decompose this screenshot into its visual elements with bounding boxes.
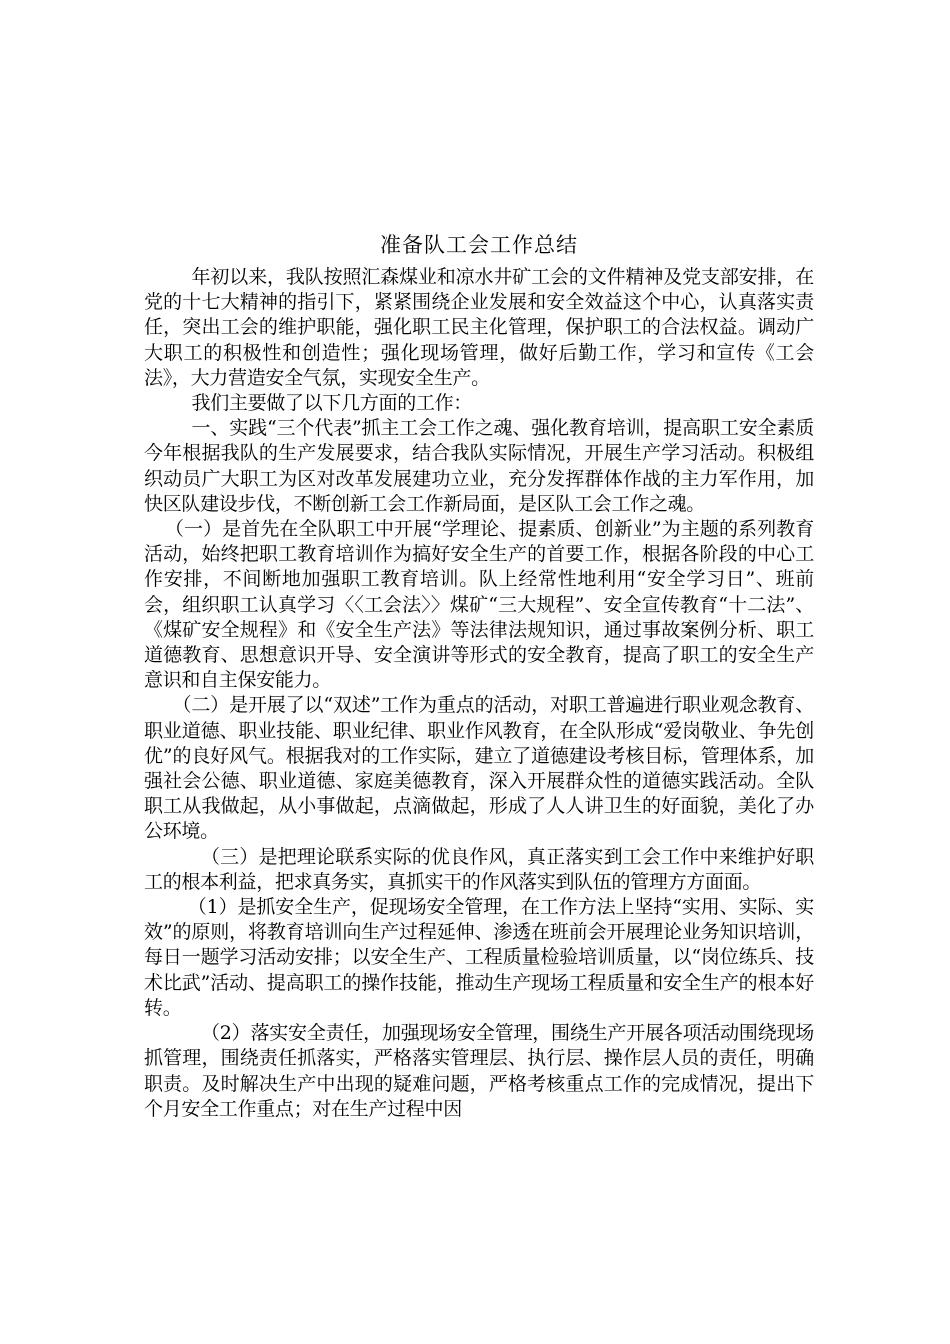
document-title: 准备队工会工作总结 — [380, 233, 578, 257]
paragraph-item-2: （二）是开展了以“双述”工作为重点的活动，对职工普遍进行职业观念教育、职业道德、职业技能、职业纪律、职业作风教育，在全队形成“爱岗敬业、争先创优”的良好风气。根据我对的工作实际，建立了道德建设考核目标，管理体系，加强社会公德、职业道德、家庭美德教育，深入开展群众性的道德实践活动。全队职工从我做起，从小事做起，点滴做起，形成了人人讲卫生的好面貌，美化了办公环境。 — [144, 694, 814, 843]
paragraph-item-1: （一）是首先在全队职工中开展“学理论、提素质、创新业”为主题的系列教育活动，始终把职工教育培训作为搞好安全生产的首要工作，根据各阶段的中心工作安排，不间断地加强职工教育培训。队上经常性地利用“安全学习日”、班前会，组织职工认真学习〈〈工会法〉〉煤矿“三大规程”、安全宣传教育“十二法”、《煤矿安全规程》和《安全生产法》等法律法规知识，通过事故案例分析、职工道德教育、思想意识开导、安全演讲等形式的安全教育，提高了职工的安全生产意识和自主保安能力。 — [144, 518, 814, 692]
paragraph-section-1: 一、实践“三个代表”抓主工会工作之魂、强化教育培训，提高职工安全素质 今年根据我队的生产发展要求，结合我队实际情况，开展生产学习活动。积极组织动员广大职工为区对改革发展建功立业，充分发挥群体作战的主力军作用，加快区队建设步伐，不断创新工会工作新局面，是区队工会工作之魂。 — [144, 417, 814, 515]
paragraph-overview: 我们主要做了以下几方面的工作： — [191, 392, 473, 415]
paragraph-subitem-1: （1）是抓安全生产，促现场安全管理，在工作方法上坚持“实用、实际、实效”的原则，将教育培训向生产过程延伸、渗透在班前会开展理论业务知识培训，每日一题学习活动安排；以安全生产、工程质量检验培训质量，以“岗位练兵、技术比武”活动、提高职工的操作技能，推动生产现场工程质量和安全生产的根本好转。 — [144, 896, 814, 1019]
paragraph-intro: 年初以来，我队按照汇森煤业和凉水井矿工会的文件精神及党支部安排，在党的十七大精神的指引下，紧紧围绕企业发展和安全效益这个中心，认真落实责任，突出工会的维护职能，强化职工民主化管理，保护职工的合法权益。调动广大职工的积极性和创造性；强化现场管理，做好后勤工作，学习和宣传《工会法》，大力营造安全气氛，实现安全生产。 — [144, 266, 814, 389]
paragraph-item-3: （三）是把理论联系实际的优良作风，真正落实到工会工作中来维护好职工的根本利益，把求真务实，真抓实干的作风落实到队伍的管理方方面面。 — [144, 845, 814, 893]
paragraph-subitem-2: （2）落实安全责任，加强现场安全管理，围绕生产开展各项活动围绕现场抓管理，围绕责任抓落实，严格落实管理层、执行层、操作层人员的责任，明确职责。及时解决生产中出现的疑难问题，严格考核重点工作的完成情况，提出下个月安全工作重点；对在生产过程中因 — [144, 1022, 814, 1120]
document-page — [144, 230, 814, 1122]
